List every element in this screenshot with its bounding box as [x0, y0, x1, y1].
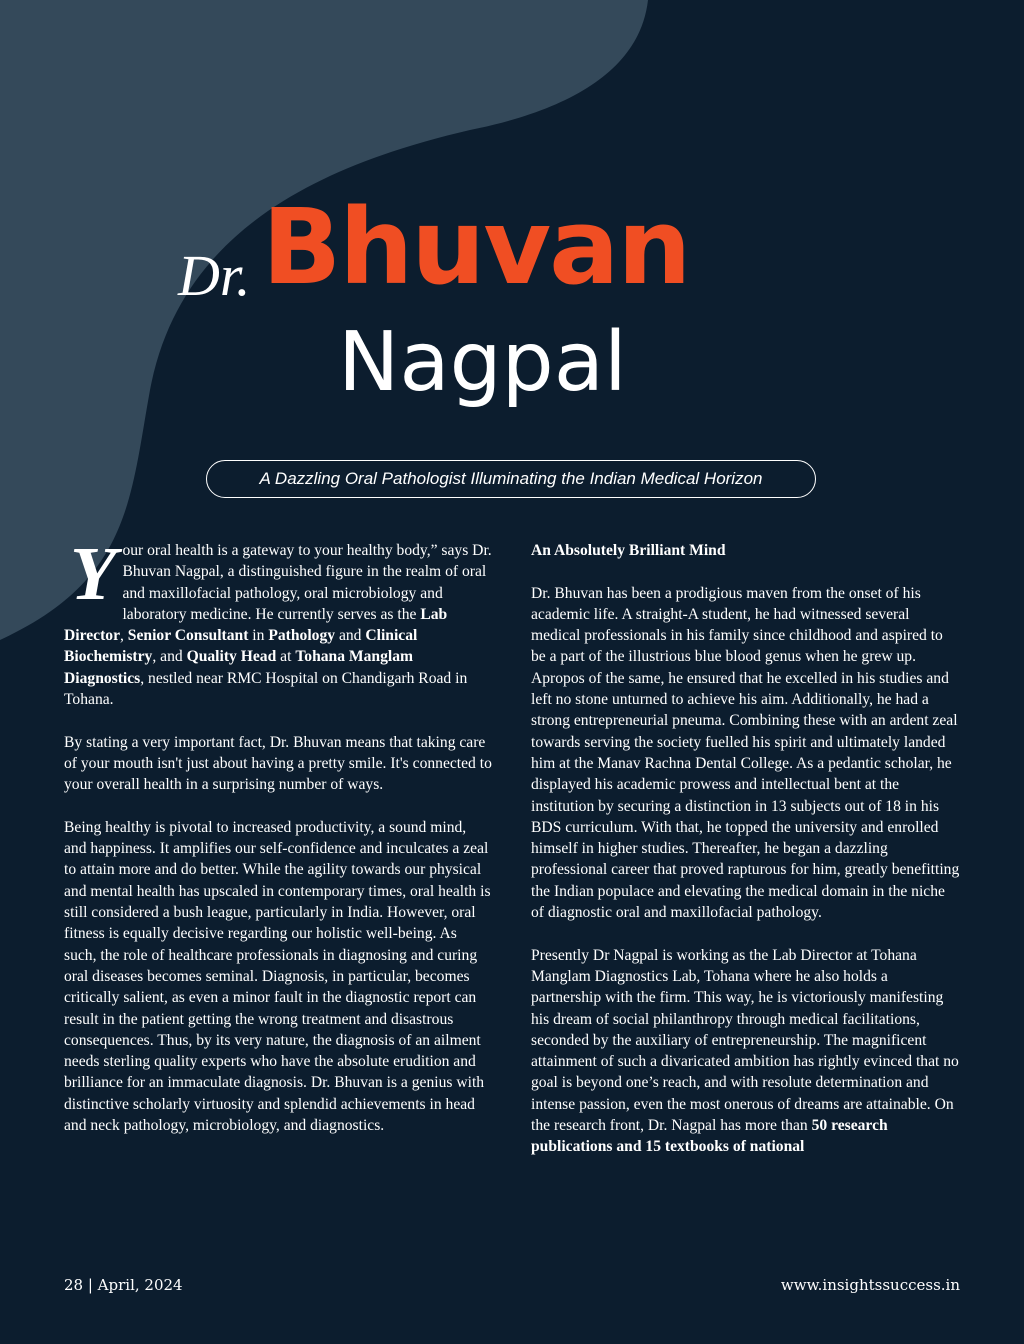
website-link[interactable]: www.insightssuccess.in: [780, 1276, 960, 1294]
title-prefix: Dr.: [178, 243, 251, 308]
tagline-text: A Dazzling Oral Pathologist Illuminating the Indian Medical Horizon: [259, 469, 763, 488]
right-column: [531, 540, 961, 1179]
page-info: 28 | April, 2024: [64, 1276, 183, 1294]
body-paragraph: Presently Dr Nagpal is working as the Lab Director at Tohana Manglam Diagnostics Lab, Tohana where he also holds a partnership with the firm. This way, he is victoriously manifesting his dream of social philanthropy through medical facilitations, seconded by the auxiliary of entrepreneurship. The magnificent attainment of such a divaricated ambition has rightly evinced that no goal is beyond one’s reach, and with resolute determination and intense passion, even the most onerous of dreams are attainable. On the research front, Dr. Nagpal has more than 50 research publications and 15 textbooks of national: [531, 946, 959, 1156]
body-paragraph: By stating a very important fact, Dr. Bhuvan means that taking care of your mouth isn't just about having a pretty smile. It's connected to your overall health in a surprising number of ways.: [64, 733, 492, 794]
left-column: [64, 532, 492, 1158]
body-paragraph: Being healthy is pivotal to increased productivity, a sound mind, and happiness. It amplifies our self-confidence and inculcates a zeal to attain more and do better. While the agility towards our physical and mental health has upscaled in contemporary times, oral health is still considered a bush league, particularly in India. However, oral fitness is equally decisive regarding our holistic well-being. As such, the role of healthcare professionals in diagnosing and curing oral diseases becomes seminal. Diagnosis, in particular, becomes critically salient, as even a minor fault in the diagnostic report can result in the patient getting the wrong treatment and disastrous consequences. Thus, by its very nature, the diagnosis of an ailment needs sterling quality experts who have the absolute erudition and brilliance for an immaculate diagnosis. Dr. Bhuvan is a genius with distinctive scholarly virtuosity and splendid achievements in head and neck pathology, microbiology, and diagnostics.: [64, 818, 491, 1135]
first-name: Bhuvan: [262, 186, 690, 308]
drop-cap: Y: [70, 532, 117, 616]
last-name: Nagpal: [338, 315, 627, 410]
tagline-pill: [206, 460, 816, 498]
body-paragraph: Dr. Bhuvan has been a prodigious maven from the onset of his academic life. A straight-A student, he had witnessed several medical professionals in his family since childhood and aspired to be a part of the illustrious blue blood genus when he grew up. Apropos of the same, he ensured that he excelled in his studies and left no stone unturned to achieve his aim. Additionally, he had a strong entrepreneurial pneuma. Combining these with an ardent zeal towards serving the society fuelled his spirit and ultimately landed him at the Manav Rachna Dental College. As a pedantic scholar, he displayed his academic prowess and intellectual bent at the institution by securing a distinction in 13 subjects out of 18 in his BDS curriculum. With that, he topped the university and enrolled himself in higher studies. Thereafter, he began a dazzling professional career that proved rapturous for him, greatly benefitting the Indian populace and elevating the medical domain in the niche of diagnostic oral and maxillofacial pathology.: [531, 584, 960, 922]
intro-paragraph: Your oral health is a gateway to your healthy body,” says Dr. Bhuvan Nagpal, a distinguished figure in the realm of oral and maxillofacial pathology, oral microbiology and laboratory medicine. He currently serves as the Lab Director, Senior Consultant in Pathology and Clinical Biochemistry, and Quality Head at Tohana Manglam Diagnostics, nestled near RMC Hospital on Chandigarh Road in Tohana.: [64, 532, 492, 709]
section-heading: An Absolutely Brilliant Mind: [531, 542, 726, 559]
